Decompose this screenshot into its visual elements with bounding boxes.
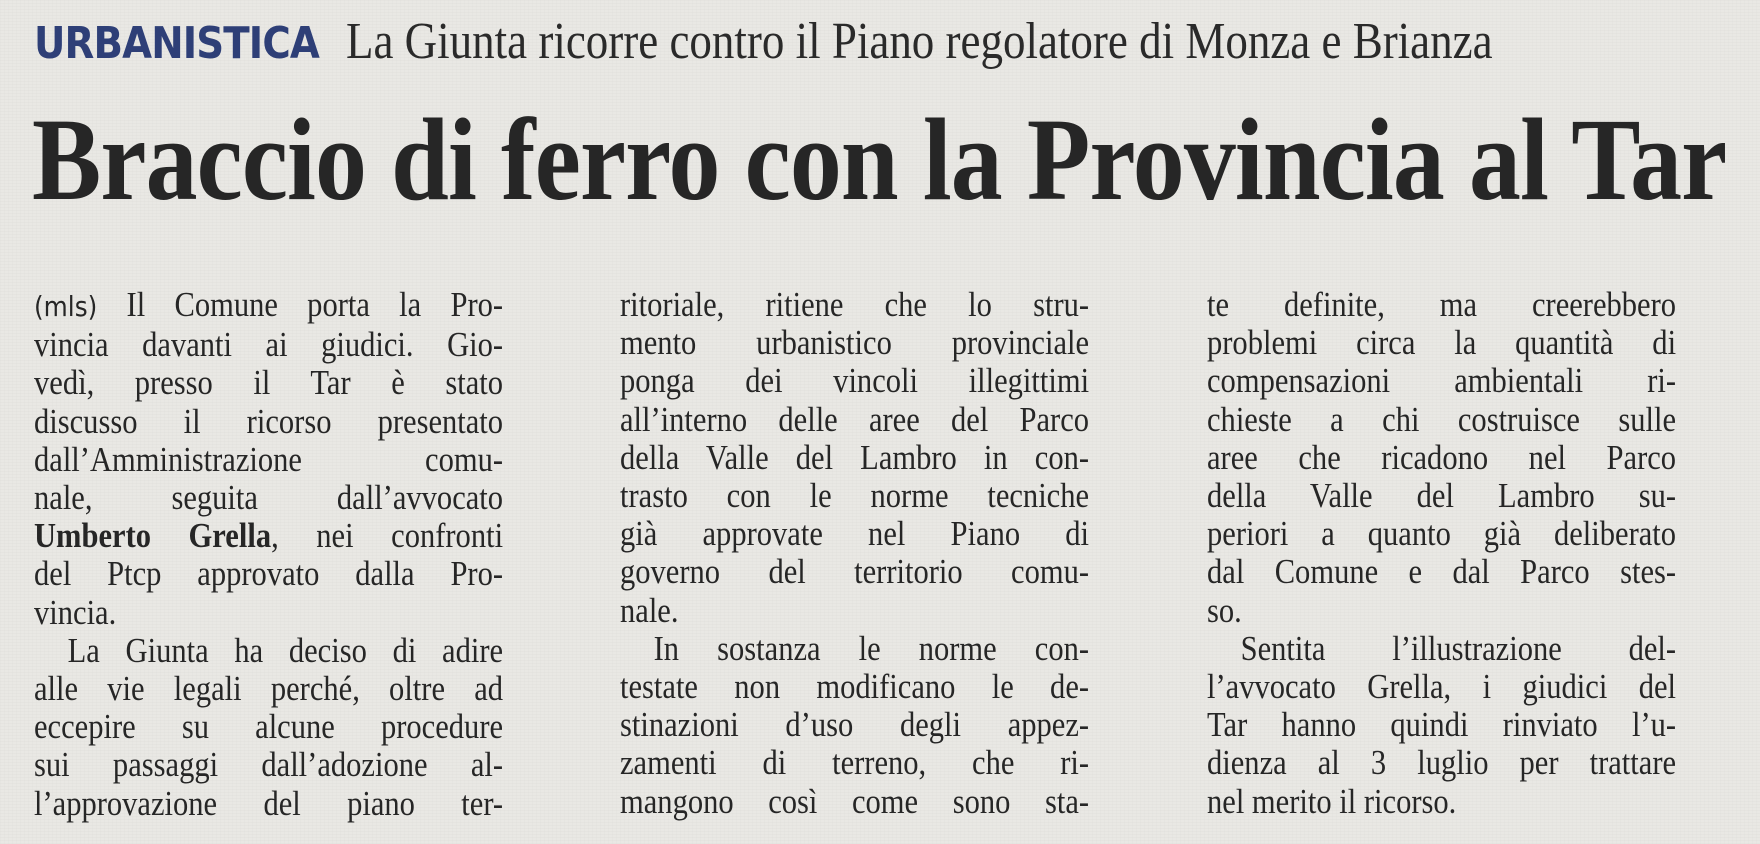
text-line: sui passaggi dall’adozione al-	[34, 746, 504, 785]
text-line: (mls) Il Comune porta la Pro-	[34, 286, 504, 324]
article-column-3	[1207, 286, 1676, 821]
subtitle: La Giunta ricorre contro il Piano regolatore di Monza e Brianza	[346, 13, 1493, 70]
article-column-2	[620, 286, 1089, 821]
text-line: te definite, ma creerebbero	[1207, 286, 1677, 324]
text-line: In sostanza le norme con-	[653, 629, 1090, 668]
text-line: mento urbanistico provinciale	[620, 324, 1090, 363]
text-line: compensazioni ambientali ri-	[1207, 362, 1677, 401]
text-line: mangono così come sono sta-	[620, 782, 1090, 821]
text-line: ritoriale, ritiene che lo stru-	[620, 286, 1090, 324]
text-line: chieste a chi costruisce sulle	[1207, 400, 1677, 439]
text-line: vincia davanti ai giudici. Gio-	[34, 326, 504, 365]
text-line: dall’Amministrazione comu-	[34, 440, 504, 479]
text-line: del Ptcp approvato dalla Pro-	[34, 555, 504, 594]
text-line: l’avvocato Grella, i giudici del	[1207, 668, 1677, 707]
text-line: dal Comune e dal Parco stes-	[1207, 553, 1677, 592]
text-line: stinazioni d’uso degli appez-	[620, 706, 1090, 745]
headline: Braccio di ferro con la Provincia al Tar	[32, 94, 1727, 225]
header-row	[34, 12, 1734, 74]
section-kicker: URBANISTICA	[34, 18, 319, 69]
text-line: ponga dei vincoli illegittimi	[620, 362, 1090, 401]
text-line: della Valle del Lambro in con-	[620, 438, 1090, 477]
text-line: dienza al 3 luglio per trattare	[1207, 744, 1677, 783]
text-line: so.	[1207, 591, 1242, 630]
text-line: governo del territorio comu-	[620, 553, 1090, 592]
text-line: già approvate nel Piano di	[620, 515, 1090, 554]
text-line: nale.	[620, 591, 679, 630]
text-line: discusso il ricorso presentato	[34, 402, 504, 441]
text-line: l’approvazione del piano ter-	[34, 784, 504, 823]
text-line: eccepire su alcune procedure	[34, 708, 504, 747]
text-line: della Valle del Lambro su-	[1207, 477, 1677, 516]
text-line: all’interno delle aree del Parco	[620, 400, 1090, 439]
text-line: testate non modificano le de-	[620, 668, 1090, 707]
text-line: La Giunta ha deciso di adire	[67, 631, 504, 670]
text-line: aree che ricadono nel Parco	[1207, 438, 1677, 477]
text-line: nel merito il ricorso.	[1207, 782, 1457, 821]
byline: (mls)	[34, 290, 98, 323]
text-line: vedì, presso il Tar è stato	[34, 364, 504, 403]
text-line: alle vie legali perché, oltre ad	[34, 670, 504, 709]
lawyer-name: Umberto Grella	[34, 517, 272, 556]
text-line: Sentita l’illustrazione del-	[1240, 629, 1677, 668]
text-line: Tar hanno quindi rinviato l’u-	[1207, 706, 1677, 745]
text-line: Umberto Grella, nei confronti	[34, 517, 504, 556]
text-line: problemi circa la quantità di	[1207, 324, 1677, 363]
text-line: periori a quanto già deliberato	[1207, 515, 1677, 554]
text-line: vincia.	[34, 593, 117, 632]
text-line: trasto con le norme tecniche	[620, 477, 1090, 516]
text-line: zamenti di terreno, che ri-	[620, 744, 1090, 783]
text-line: nale, seguita dall’avvocato	[34, 479, 504, 518]
article-column-1	[34, 286, 503, 823]
